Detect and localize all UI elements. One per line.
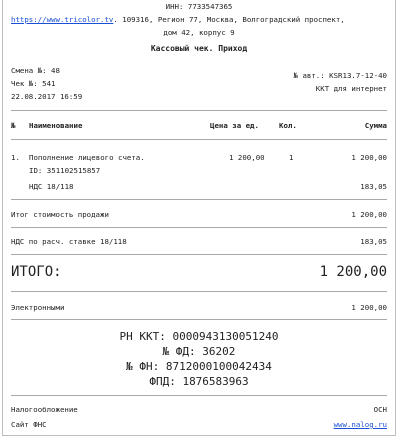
- fpd-number: ФПД: 1876583963: [149, 375, 249, 388]
- grand-total-label: ИТОГО:: [11, 264, 62, 280]
- electronic-payment-label: Электронными: [11, 303, 65, 312]
- grand-total-value: 1 200,00: [319, 264, 387, 280]
- divider: [11, 319, 387, 320]
- electronic-payment-value: 1 200,00: [351, 303, 387, 312]
- col-sum-header: Сумма: [364, 121, 387, 130]
- item-sum: 1 200,00: [351, 153, 387, 162]
- divider: [11, 291, 387, 292]
- receipt: [2, 0, 396, 436]
- item-vat-label: НДС 18/118: [29, 182, 74, 191]
- address-line-1: [11, 15, 345, 24]
- item-number: 1.: [11, 153, 20, 162]
- shift-number: Смена №: 48: [11, 66, 60, 75]
- taxation-value: ОСН: [373, 405, 387, 414]
- col-name-header: Наименование: [29, 121, 83, 130]
- divider: [11, 254, 387, 255]
- vat-rate-label: НДС по расч. ставке 18/118: [11, 237, 127, 246]
- item-vat-value: 183,05: [360, 182, 387, 191]
- divider: [11, 139, 387, 140]
- sales-total-value: 1 200,00: [351, 210, 387, 219]
- receipt-title: Кассовый чек. Приход: [150, 44, 248, 53]
- sales-total-label: Итог стоимость продажи: [11, 210, 109, 219]
- fd-number: № ФД: 36202: [162, 345, 236, 358]
- item-name: Пополнение лицевого счета.: [29, 153, 145, 162]
- receipt-datetime: 22.08.2017 16:59: [11, 92, 83, 101]
- col-qty-header: Кол.: [279, 121, 297, 130]
- taxation-label: Налогообложение: [11, 405, 78, 414]
- item-price: 1 200,00: [229, 153, 265, 162]
- divider: [11, 395, 387, 396]
- divider: [11, 110, 387, 111]
- address-text: . 109316, Регион 77, Москва, Волгоградский проспект,: [113, 15, 345, 24]
- col-price-header: Цена за ед.: [210, 121, 259, 130]
- divider: [11, 199, 387, 200]
- fn-number: № ФН: 8712000100042434: [126, 360, 272, 373]
- address-line-2: дом 42, корпус 9: [163, 28, 235, 37]
- inn-line: ИНН: 7733547365: [165, 2, 233, 11]
- site-link[interactable]: https://www.tricolor.tv: [11, 15, 114, 24]
- fns-site-label: Сайт ФНС: [11, 420, 47, 429]
- vat-rate-value: 183,05: [360, 237, 387, 246]
- check-number: Чек №: 541: [11, 79, 56, 88]
- fns-site-link[interactable]: www.nalog.ru: [333, 420, 387, 429]
- divider: [11, 227, 387, 228]
- auto-number: № авт.: KSR13.7-12-40: [293, 71, 387, 80]
- col-number-header: №: [11, 121, 16, 130]
- rn-kkt: РН ККТ: 0000943130051240: [119, 330, 279, 343]
- item-qty: 1: [289, 153, 294, 162]
- kkt-type: ККТ для интернет: [315, 84, 387, 93]
- item-id: ID: 351102515857: [29, 166, 101, 175]
